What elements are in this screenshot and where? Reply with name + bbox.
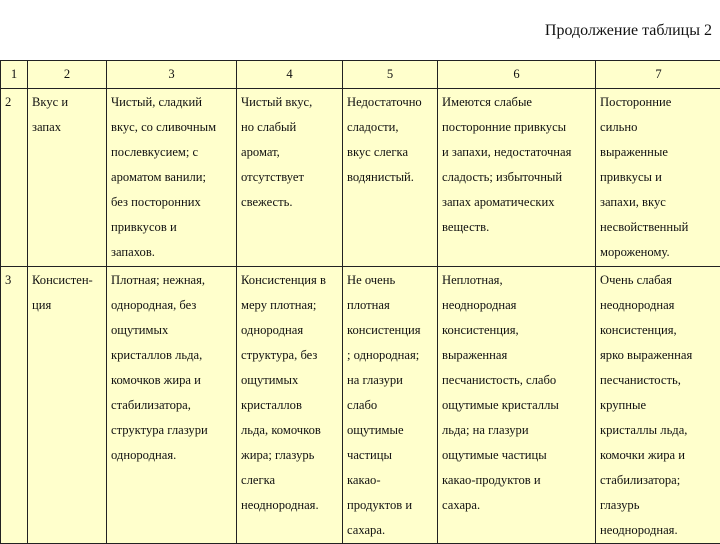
cell-text-line: посторонние привкусы xyxy=(442,115,591,140)
cell-text-line: вкус, со сливочным xyxy=(111,115,232,140)
cell-text-line: слегка xyxy=(241,468,338,493)
cell-text-line: запах xyxy=(32,115,102,140)
cell-text-line: мороженому. xyxy=(600,240,717,265)
cell-text-line: сахара. xyxy=(442,493,591,518)
cell-text-line: песчанистость, слабо xyxy=(442,368,591,393)
cell-text-line: без посторонних xyxy=(111,190,232,215)
cell-text-line: кристаллов xyxy=(241,393,338,418)
cell-text-line: свежесть. xyxy=(241,190,338,215)
cell-text-line: продуктов и xyxy=(347,493,433,518)
cell-text-line: сахара. xyxy=(347,518,433,543)
cell-text-line: комочков жира и xyxy=(111,368,232,393)
cell-text-line: сильно xyxy=(600,115,717,140)
cell-text-line: ярко выраженная xyxy=(600,343,717,368)
cell-text-line: запахи, вкус xyxy=(600,190,717,215)
cell-text-line: ощутимые xyxy=(347,418,433,443)
cell-text-line: песчанистость, xyxy=(600,368,717,393)
cell-text-line: ощутимых xyxy=(241,368,338,393)
cell-text-line: Недостаточно xyxy=(347,90,433,115)
cell-text-line: Консистенция в xyxy=(241,268,338,293)
cell-text-line: послевкусием; с xyxy=(111,140,232,165)
cell-text-line: сладость; избыточный xyxy=(442,165,591,190)
cell-text-line: какао- xyxy=(347,468,433,493)
cell-text-line: запахов. xyxy=(111,240,232,265)
cell-text-line: меру плотная; xyxy=(241,293,338,318)
cell-text-line: однородная. xyxy=(111,443,232,468)
cell-text-line: Имеются слабые xyxy=(442,90,591,115)
cell-text-line: ощутимых xyxy=(111,318,232,343)
cell-text-line: консистенция xyxy=(347,318,433,343)
cell-text-line: Плотная; нежная, xyxy=(111,268,232,293)
cell-text-line: ция xyxy=(32,293,102,318)
cell-text-line: Неплотная, xyxy=(442,268,591,293)
table-cell xyxy=(28,89,107,267)
table-cell xyxy=(107,267,237,544)
cell-text-line: структура, без xyxy=(241,343,338,368)
table-cell xyxy=(28,267,107,544)
table-cell xyxy=(343,89,438,267)
cell-text-line: ; однородная; xyxy=(347,343,433,368)
table-cell xyxy=(343,267,438,544)
table-row xyxy=(1,267,720,544)
cell-text-line: сладости, xyxy=(347,115,433,140)
cell-text-line: на глазури xyxy=(347,368,433,393)
cell-text-line: вкус слегка xyxy=(347,140,433,165)
quality-table xyxy=(0,60,720,544)
cell-text-line: аромат, xyxy=(241,140,338,165)
cell-text-line: выраженные xyxy=(600,140,717,165)
cell-text-line: стабилизатора, xyxy=(111,393,232,418)
cell-text-line: Очень слабая xyxy=(600,268,717,293)
header-cell: 4 xyxy=(237,61,343,89)
cell-text-line: глазурь xyxy=(600,493,717,518)
cell-text-line: неоднородная. xyxy=(600,518,717,543)
cell-text-line: однородная, без xyxy=(111,293,232,318)
cell-text-line: ощутимые кристаллы xyxy=(442,393,591,418)
cell-text-line: льда; на глазури xyxy=(442,418,591,443)
table-cell xyxy=(1,267,28,544)
cell-text-line: консистенция, xyxy=(442,318,591,343)
header-cell: 3 xyxy=(107,61,237,89)
cell-text-line: плотная xyxy=(347,293,433,318)
cell-text-line: Консистен- xyxy=(32,268,102,293)
cell-text-line: водянистый. xyxy=(347,165,433,190)
cell-text-line: ощутимые частицы xyxy=(442,443,591,468)
cell-text-line: Вкус и xyxy=(32,90,102,115)
cell-text-line: неоднородная. xyxy=(241,493,338,518)
header-cell: 5 xyxy=(343,61,438,89)
cell-text-line: и запахи, недостаточная xyxy=(442,140,591,165)
table-cell xyxy=(1,89,28,267)
table-cell xyxy=(596,267,720,544)
cell-text-line: выраженная xyxy=(442,343,591,368)
cell-text-line: консистенция, xyxy=(600,318,717,343)
header-cell: 7 xyxy=(596,61,720,89)
cell-text-line: несвойственный xyxy=(600,215,717,240)
cell-text-line: кристаллы льда, xyxy=(600,418,717,443)
cell-text-line: веществ. xyxy=(442,215,591,240)
cell-text-line: стабилизатора; xyxy=(600,468,717,493)
cell-text-line: неоднородная xyxy=(442,293,591,318)
table-row xyxy=(1,89,720,267)
cell-text-line: Чистый вкус, xyxy=(241,90,338,115)
header-cell: 1 xyxy=(1,61,28,89)
cell-text-line: какао-продуктов и xyxy=(442,468,591,493)
cell-text-line: крупные xyxy=(600,393,717,418)
table-cell xyxy=(438,267,596,544)
cell-text-line: частицы xyxy=(347,443,433,468)
cell-text-line: Чистый, сладкий xyxy=(111,90,232,115)
header-cell: 6 xyxy=(438,61,596,89)
table-cell xyxy=(107,89,237,267)
cell-text-line: однородная xyxy=(241,318,338,343)
cell-text-line: привкусов и xyxy=(111,215,232,240)
cell-text-line: 2 xyxy=(5,90,23,115)
cell-text-line: слабо xyxy=(347,393,433,418)
cell-text-line: жира; глазурь xyxy=(241,443,338,468)
cell-text-line: привкусы и xyxy=(600,165,717,190)
table-cell xyxy=(237,267,343,544)
cell-text-line: Не очень xyxy=(347,268,433,293)
table-caption: Продолжение таблицы 2 xyxy=(545,22,712,40)
cell-text-line: структура глазури xyxy=(111,418,232,443)
cell-text-line: кристаллов льда, xyxy=(111,343,232,368)
cell-text-line: 3 xyxy=(5,268,23,293)
cell-text-line: ароматом ванили; xyxy=(111,165,232,190)
header-row xyxy=(1,61,720,89)
cell-text-line: но слабый xyxy=(241,115,338,140)
cell-text-line: отсутствует xyxy=(241,165,338,190)
header-cell: 2 xyxy=(28,61,107,89)
table-cell xyxy=(596,89,720,267)
cell-text-line: Посторонние xyxy=(600,90,717,115)
cell-text-line: льда, комочков xyxy=(241,418,338,443)
table-cell xyxy=(237,89,343,267)
cell-text-line: запах ароматических xyxy=(442,190,591,215)
table-cell xyxy=(438,89,596,267)
cell-text-line: неоднородная xyxy=(600,293,717,318)
cell-text-line: комочки жира и xyxy=(600,443,717,468)
